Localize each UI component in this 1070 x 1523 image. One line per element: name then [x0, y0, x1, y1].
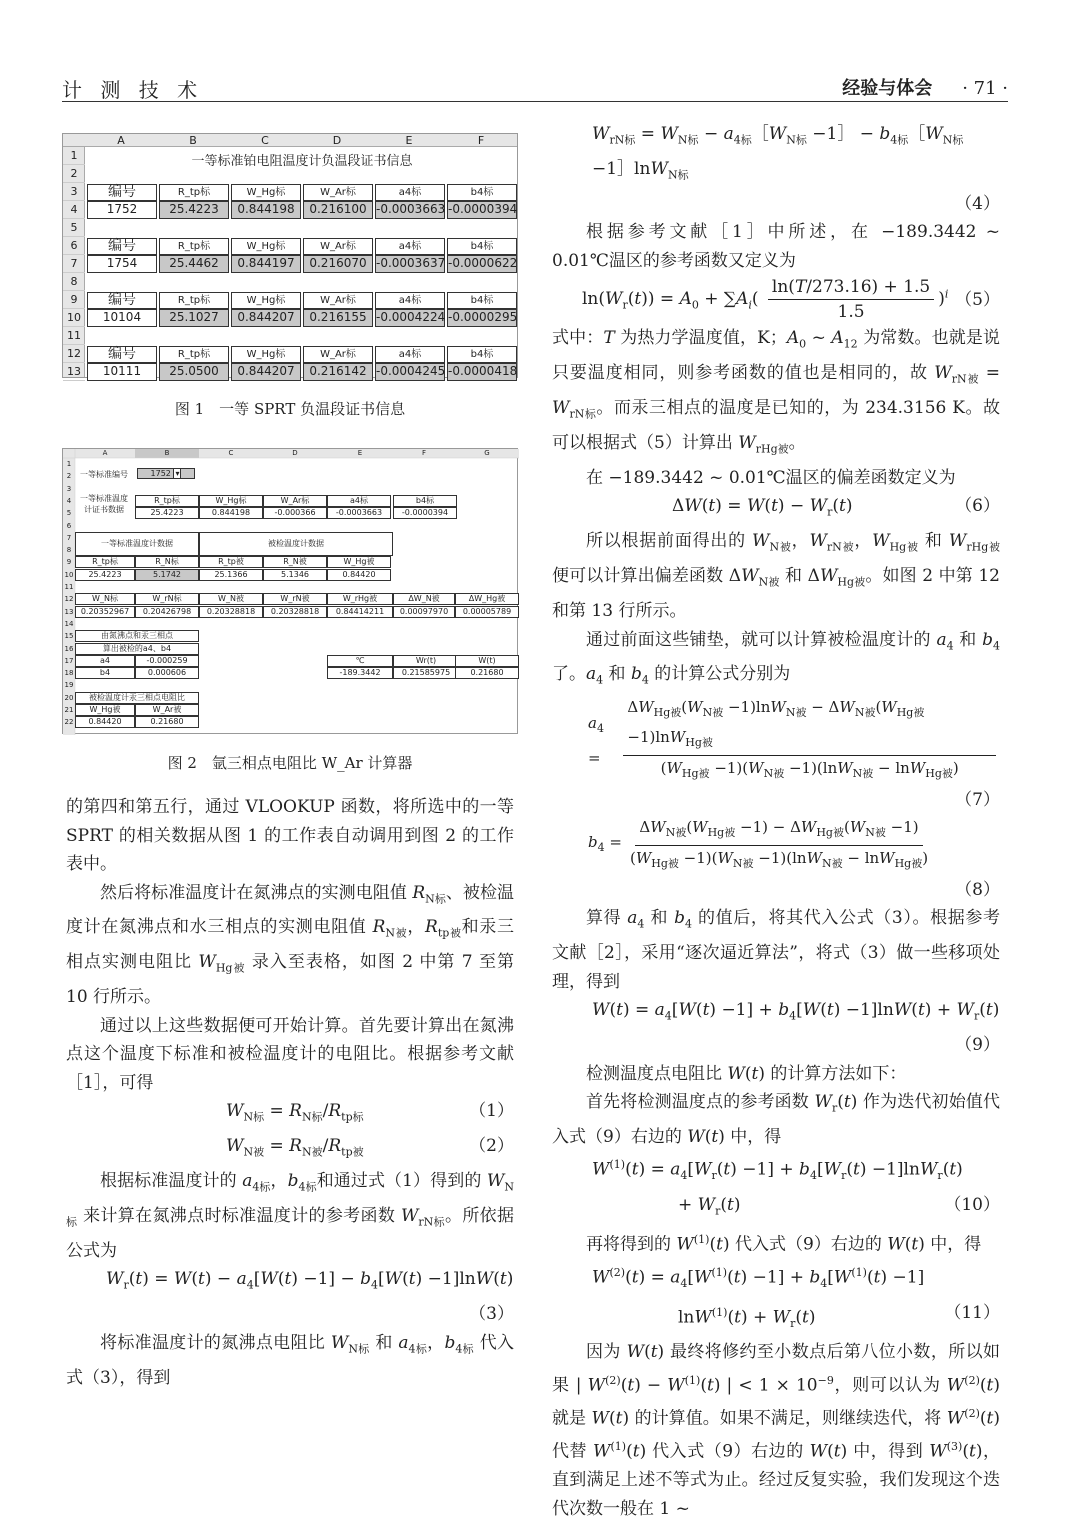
b4-label: b4 [75, 667, 135, 679]
deviation-header: W_rHg被 [327, 593, 393, 605]
column-header: F [421, 449, 427, 457]
cert-value-cell[interactable]: -0.0004224 [375, 309, 445, 327]
cert-header-cell: W_Hg标 [231, 292, 301, 309]
row-number: 16 [64, 644, 74, 653]
deviation-header: W_rN被 [263, 593, 327, 605]
deviation-value: 0.20328818 [199, 606, 263, 618]
row-number: 11 [64, 583, 74, 591]
cert-value-cell[interactable]: 0.844198 [231, 201, 301, 219]
row-number: 22 [64, 718, 74, 727]
standard-select[interactable]: 1752 ▾ [137, 468, 195, 479]
column-header: D [292, 449, 298, 457]
row-number: 4 [63, 201, 85, 219]
cert-header-cell: W_Ar标 [303, 346, 373, 363]
section-title: 经验与体会 · 71 · [842, 78, 1008, 99]
result-header: Wr(t) [393, 655, 459, 667]
cert-value-cell[interactable]: 25.4223 [159, 201, 229, 219]
row-number: 7 [63, 255, 85, 273]
row-number: 19 [64, 681, 74, 690]
select-label: 一等标准编号 [80, 470, 128, 479]
cert-header: b4标 [393, 495, 457, 507]
cert-header-cell: 编号 [87, 292, 157, 309]
row-number: 3 [66, 484, 72, 493]
result-header: W(t) [455, 655, 519, 667]
cert-header-cell: 编号 [87, 238, 157, 255]
column-header: B [164, 449, 170, 457]
cert-header-cell: W_Hg标 [231, 184, 301, 201]
mid-header: R_tp标 [75, 556, 135, 568]
fig1-title: 一等标准铂电阻温度计负温段证书信息 [191, 154, 413, 169]
deviation-value: 0.20352967 [75, 606, 135, 618]
cert-header-cell: R_tp标 [159, 292, 229, 309]
mid-value[interactable]: 5.1346 [263, 569, 327, 581]
calc-label: 由氮沸点和汞三相点 [75, 630, 199, 642]
page-number: · 71 · [962, 78, 1008, 99]
column-header: C [228, 449, 234, 457]
deviation-value: 0.20426798 [135, 606, 199, 618]
row-number: 5 [66, 509, 72, 518]
mid-header: R_N标 [135, 556, 199, 568]
mid-value[interactable]: 25.4223 [75, 569, 135, 581]
result-value: 0.21680 [455, 667, 519, 679]
cert-value-cell[interactable]: -0.0004245 [375, 363, 445, 381]
left-column-text: 的第四和第五行，通过 VLOOKUP 函数，将所选中的一等 SPRT 的相关数据从图 1 的工作表自动调用到图 2 的工作表中。 然后将标准温度计在氮沸点的实测电阻值 $R_{N标}$、被检温度计在氮沸点和水三相点的实测电阻值 $R_{N被}$，$R_{tp被}$和汞三相点实测电阻比 $W_{Hg被}$ 录入至表格，如图 2 中第 7 至第 10 行所示。 通过以上这些数据便可开始计算。首先要计算出在氮沸点这个温度下标准和被检温度计的电阻比。根据参考文献［1］，可得 $W_{N标} = R_{N标}/R_{tp标}$ （1） $W_{N被} = R_{N被}/R_{tp被}$ （2） 根据标准温度计的 $a_{4标}$，$b_{4标}$和通过式（1）得到的 $W_{N标}$ 来计算在氮沸点时标准温度计的参考函数 $W_{rN标}$。所依据公式为 $W_r(t) = W(t) - a_4[W(t) -1] - b_4[W(t) -1]\ln W(t)$ （3） 将标准温度计的氮沸点电阻比 $W_{N标}$ 和 $a_{4标}$，$b_{4标}$ 代入式（3），得到 [66, 797, 515, 1388]
cert-header-cell: a4标 [375, 238, 445, 255]
cert-value-cell[interactable]: -0.0000622 [447, 255, 517, 273]
cert-header-cell: 编号 [87, 184, 157, 201]
cert-value-cell[interactable]: 0.844197 [231, 255, 301, 273]
cert-value-cell[interactable]: 0.844207 [231, 363, 301, 381]
row-number: 13 [64, 607, 74, 616]
b4-value: 0.000606 [135, 667, 199, 679]
row-number: 6 [63, 237, 85, 255]
cert-value: 0.844198 [199, 507, 263, 519]
row-number: 10 [64, 570, 74, 579]
calc-label-2: 算出被检的a4、b4 [75, 643, 199, 655]
row-number: 3 [63, 183, 85, 201]
row-number: 14 [64, 619, 74, 628]
deviation-header: W_N被 [199, 593, 263, 605]
column-header: A [102, 449, 108, 457]
cert-value-cell[interactable]: -0.0003637 [375, 255, 445, 273]
row-number: 9 [66, 558, 72, 567]
row-number: 2 [63, 165, 85, 183]
figure-2-spreadsheet [62, 448, 518, 734]
cert-value: -0.0000394 [393, 507, 457, 519]
column-headers: A B C D E F [63, 134, 517, 147]
mid-value[interactable]: 25.1366 [199, 569, 263, 581]
cert-value-cell[interactable]: -0.0003663 [375, 201, 445, 219]
cert-header-cell: b4标 [447, 184, 517, 201]
row-number: 2 [66, 472, 72, 481]
row-number: 11 [63, 327, 85, 345]
cert-header: W_Hg标 [199, 495, 263, 507]
journal-name: 计 测 技 术 [62, 78, 204, 102]
mid-header: R_tp被 [199, 556, 263, 568]
row-number: 1 [66, 460, 72, 468]
result-value: -189.3442 [327, 667, 393, 679]
mid-header: W_Hg被 [327, 556, 391, 568]
mid-value[interactable]: 5.1742 [135, 569, 199, 581]
war-value: 0.84420 [75, 716, 135, 728]
deviation-header: W_rN标 [135, 593, 199, 605]
row-number: 13 [63, 363, 85, 381]
cert-value-cell[interactable]: 0.844207 [231, 309, 301, 327]
deviation-value: 0.00097970 [393, 606, 455, 618]
cert-value-cell[interactable]: 1754 [87, 255, 157, 273]
cert-value-cell[interactable]: 10111 [87, 363, 157, 381]
fig2-caption: 图 2 氩三相点电阻比 W_Ar 计算器 [167, 754, 413, 772]
cert-header-cell: b4标 [447, 238, 517, 255]
cert-header-cell: W_Ar标 [303, 184, 373, 201]
row-number: 9 [63, 291, 85, 309]
row-number: 10 [63, 309, 85, 327]
war-label: 被检温度计汞三相点电阻比 [75, 692, 199, 704]
row-number: 8 [66, 546, 72, 555]
result-header: ℃ [327, 655, 393, 667]
cert-header: W_Ar标 [263, 495, 327, 507]
cert-value-cell[interactable]: -0.0000394 [447, 201, 517, 219]
cert-header-cell: R_tp标 [159, 184, 229, 201]
mid-value[interactable]: 0.84420 [327, 569, 391, 581]
std-block-title: 一等标准温度计数据 [75, 532, 199, 556]
cert-header-cell: b4标 [447, 346, 517, 363]
mid-header: R_N被 [263, 556, 327, 568]
cert-value-cell[interactable]: -0.0000295 [447, 309, 517, 327]
row-number: 18 [64, 669, 74, 678]
row-number: 20 [64, 693, 74, 702]
row-number: 5 [63, 219, 85, 237]
cert-value-cell[interactable]: -0.0000418 [447, 363, 517, 381]
cert-header-cell: W_Ar标 [303, 292, 373, 309]
row-number: 12 [63, 345, 85, 363]
cert-label-2: 计证书数据 [84, 505, 124, 514]
cert-header-cell: a4标 [375, 292, 445, 309]
cert-header-cell: 编号 [87, 346, 157, 363]
a4-value: -0.000259 [135, 655, 199, 667]
cert-header-cell: R_tp标 [159, 346, 229, 363]
chevron-down-icon: ▾ [175, 469, 180, 478]
cert-header: R_tp标 [135, 495, 199, 507]
result-value: 0.21585975 [393, 667, 459, 679]
column-header: G [484, 449, 490, 457]
deviation-value: 0.84414211 [327, 606, 393, 618]
figure-1-spreadsheet [62, 133, 518, 378]
row-number: 6 [66, 521, 72, 530]
row-number: 1 [63, 147, 85, 165]
deviation-header: W_N标 [75, 593, 135, 605]
cert-value-cell[interactable]: 25.1027 [159, 309, 229, 327]
cert-header-cell: W_Hg标 [231, 346, 301, 363]
column-header: E [357, 449, 363, 457]
cert-header-cell: a4标 [375, 346, 445, 363]
cert-value-cell[interactable]: 25.4462 [159, 255, 229, 273]
row-number: 4 [66, 496, 72, 505]
cert-value: -0.0003663 [327, 507, 391, 519]
cert-value-cell[interactable]: 0.216142 [303, 363, 373, 381]
page-header [62, 72, 1008, 102]
cert-value-cell[interactable]: 0.216155 [303, 309, 373, 327]
cert-label: 一等标准温度 [80, 494, 128, 503]
cert-value-cell[interactable]: 0.216070 [303, 255, 373, 273]
deviation-header: ΔW_N被 [393, 593, 455, 605]
cert-header-cell: a4标 [375, 184, 445, 201]
row-number: 8 [63, 273, 85, 291]
deviation-header: ΔW_Hg被 [455, 593, 519, 605]
cert-value-cell[interactable]: 1752 [87, 201, 157, 219]
deviation-value: 0.20328818 [263, 606, 327, 618]
test-block-title: 被检温度计数据 [199, 532, 393, 556]
cert-value-cell[interactable]: 0.216100 [303, 201, 373, 219]
cert-value: -0.000366 [263, 507, 327, 519]
cert-value-cell[interactable]: 25.0500 [159, 363, 229, 381]
cert-header-cell: b4标 [447, 292, 517, 309]
fig1-caption: 图 1 一等 SPRT 负温段证书信息 [174, 400, 406, 418]
deviation-value: 0.00005789 [455, 606, 519, 618]
war-header: W_Ar被 [135, 704, 199, 716]
a4-label: a4 [75, 655, 135, 667]
row-number: 15 [64, 632, 74, 641]
row-number: 12 [64, 595, 74, 604]
right-column-text: $W_{rN标} = W_{N标}$ − $a_{4标}[W_{N标}$ −1］ − $b_{4标}[W_{N标}$ −1］lnW$_{N标}$ （4） 根据参考文献［1］中所述，在 −189.3442 ~ 0.01℃温区的参考函数又定义为 $\ln(W_r(t)) = A_0 + \sum A_i$( $\frac{\ln(T/273.16) + 1.5}{1.5}$ )$^i$ （5） 式中：T 为热力学温度值，K；$A_0$ ~ $A_{12}$ 为常数。也就是说只要温度相同，则参考函数的值也是相同的，故 $W_{rN被} = W_{rN标}$。而汞三相点的温度是已知的，为 234.3156 K。故可以根据式（5）计算出 $W_{rHg被}$。 在 −189.3442 ~ 0.01℃温区的偏差函数定义为 $\Delta W(t) = W(t) - W_r(t)$ （6） 所以根据前面得出的 $W_{N被}$，$W_{rN被}$，$W_{Hg被}$ 和 $W_{rHg被}$ 便可以计算出偏差函数 $\Delta W_{N被}$ 和 $\Delta W_{Hg被}$。如图 2 中第 12 和第 13 行所示。 通过前面这些铺垫，就可以计算被检温度计的 $a_4$ 和 $b_4$ 了。$a_4$ 和 $b_4$ 的计算公式分别为 $a_4$ = $\frac{\Delta W_{Hg被}(W_{N被} -1)\ln W_{N被} - \Delta W_{N被}(W_{Hg被} -1)\ln W_{Hg被}}{(W_{Hg被} -1)(W_{N被} -1)(\ln W_{N被} - \ln W_{Hg被})}$ （7） $b_4$ = $\frac{\Delta W_{N被}(W_{Hg被} -1) - \Delta W_{Hg被}(W_{N被} -1)}{(W_{Hg被} -1)(W_{N被} -1)(\ln W_{N被} - \ln W_{Hg被})}$ （8） 算得 $a_4$ 和 $b_4$ 的值后，将其代入公式（3）。根据参考文献［2］，采用“逐次逼近算法”，将式（3）做一些移项处理，得到 $W(t) = a_4[W(t) -1] + b_4[W(t) -1]\ln W(t) + W_r(t)$ （9） 检测温度点电阻比 W(t) 的计算方法如下： 首先将检测温度点的参考函数 $W_r(t)$ 作为迭代初始值代入式（9）右边的 W(t) 中，得 $W^{(1)}(t) = a_4[W_r(t) -1] + b_4[W_r(t) -1]\ln W_r(t)$ + $W_r(t)$ （10） 再将得到的 $W^{(1)}(t)$ 代入式（9）右边的 W(t) 中，得 $W^{(2)}(t) = a_4[W^{(1)}(t) -1] + b_4[W^{(1)}(t) -1]$ $\ln W^{(1)}(t) + W_r(t)$ （11） 因为 W(t) 最终将修约至小数点后第八位小数，所以如果 | $W^{(2)}(t) - W^{(1)}(t)$ | < $1 \times 10^{-9}$，则可以认为 $W^{(2)}(t)$ 就是 W(t) 的计算值。如果不满足，则继续迭代，将 $W^{(2)}(t)$ 代替 $W^{(1)}(t)$ 代入式（9）右边的 W(t) 中，得到 $W^{(3)}(t)$，直到满足上述不等式为止。经过反复实验，我们发现这个迭代次数一般在 1 ~ [552, 124, 1001, 1519]
cert-value: 25.4223 [135, 507, 199, 519]
row-number: 7 [66, 533, 72, 542]
cert-header-cell: W_Hg标 [231, 238, 301, 255]
war-header: W_Hg被 [75, 704, 135, 716]
row-number: 17 [64, 656, 74, 665]
cert-value-cell[interactable]: 10104 [87, 309, 157, 327]
row-number: 21 [64, 706, 74, 714]
cert-header: a4标 [327, 495, 391, 507]
cert-header-cell: R_tp标 [159, 238, 229, 255]
war-value: 0.21680 [135, 716, 199, 728]
cert-header-cell: W_Ar标 [303, 238, 373, 255]
